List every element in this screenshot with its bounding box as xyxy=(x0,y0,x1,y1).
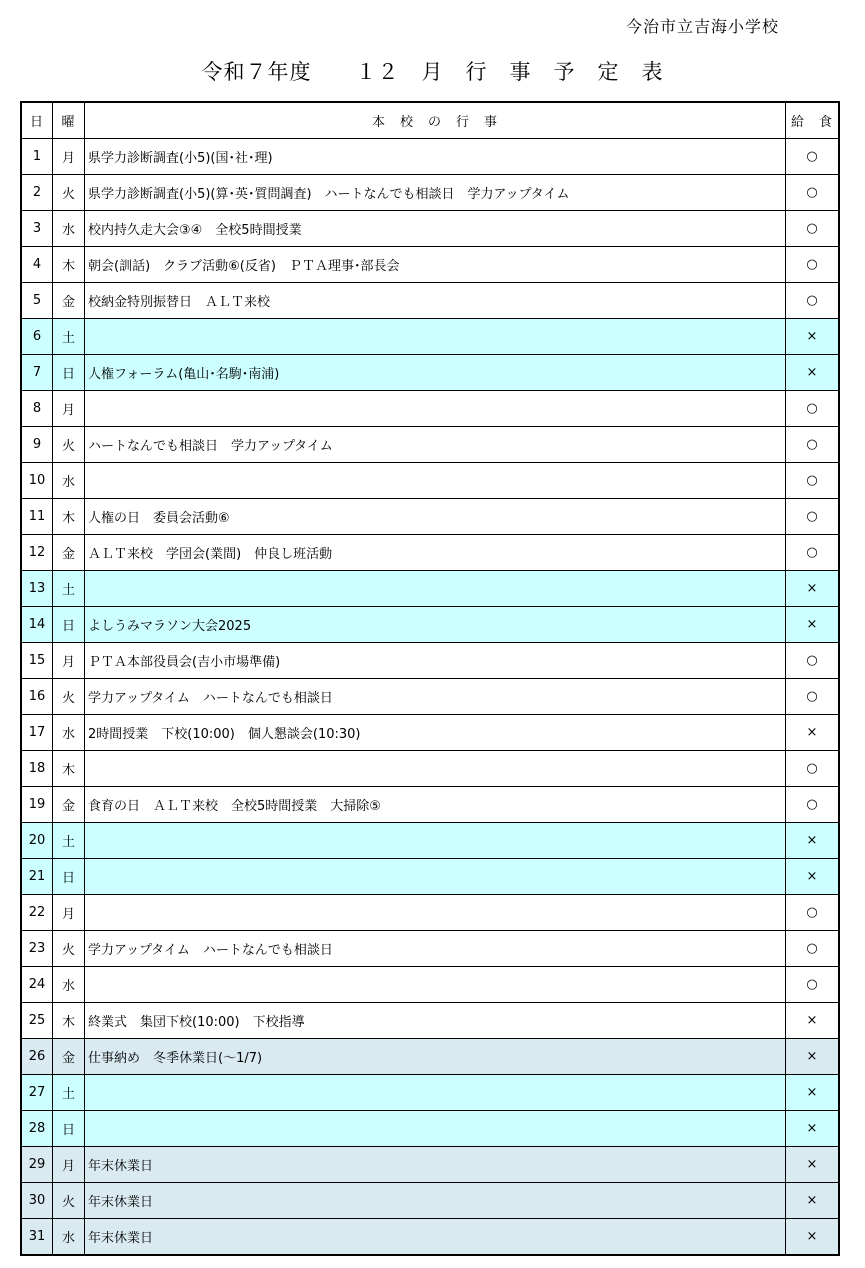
weekday-cell: 月 xyxy=(53,391,85,427)
day-cell: 9 xyxy=(21,427,53,463)
table-row xyxy=(21,1111,839,1147)
events-cell: 年末休業日 xyxy=(85,1219,786,1256)
events-cell: 学力アップタイム ハートなんでも相談日 xyxy=(85,931,786,967)
day-cell: 30 xyxy=(21,1183,53,1219)
table-row xyxy=(21,211,839,247)
lunch-cell: ○ xyxy=(786,283,840,319)
events-cell: 年末休業日 xyxy=(85,1147,786,1183)
lunch-cell: × xyxy=(786,1003,840,1039)
lunch-cell: ○ xyxy=(786,535,840,571)
events-cell: 県学力診断調査(小5)(算･英･質問調査) ハートなんでも相談日 学力アップタイム xyxy=(85,175,786,211)
events-cell: ＡＬＴ来校 学団会(業間) 仲良し班活動 xyxy=(85,535,786,571)
day-cell: 19 xyxy=(21,787,53,823)
day-cell: 13 xyxy=(21,571,53,607)
weekday-cell: 木 xyxy=(53,1003,85,1039)
events-cell: 人権の日 委員会活動⑥ xyxy=(85,499,786,535)
events-cell xyxy=(85,319,786,355)
day-cell: 12 xyxy=(21,535,53,571)
lunch-cell: ○ xyxy=(786,247,840,283)
table-row xyxy=(21,355,839,391)
events-cell xyxy=(85,571,786,607)
weekday-cell: 火 xyxy=(53,931,85,967)
day-cell: 10 xyxy=(21,463,53,499)
table-row xyxy=(21,715,839,751)
day-cell: 16 xyxy=(21,679,53,715)
weekday-cell: 土 xyxy=(53,823,85,859)
day-cell: 3 xyxy=(21,211,53,247)
lunch-cell: ○ xyxy=(786,391,840,427)
day-cell: 26 xyxy=(21,1039,53,1075)
lunch-cell: × xyxy=(786,1147,840,1183)
lunch-cell: ○ xyxy=(786,499,840,535)
weekday-cell: 金 xyxy=(53,283,85,319)
school-name: 今治市立吉海小学校 xyxy=(625,17,779,36)
day-cell: 8 xyxy=(21,391,53,427)
day-cell: 22 xyxy=(21,895,53,931)
day-cell: 20 xyxy=(21,823,53,859)
weekday-cell: 月 xyxy=(53,895,85,931)
table-row xyxy=(21,499,839,535)
weekday-cell: 月 xyxy=(53,643,85,679)
header-row xyxy=(21,102,839,139)
table-row xyxy=(21,319,839,355)
events-cell: 学力アップタイム ハートなんでも相談日 xyxy=(85,679,786,715)
events-cell xyxy=(85,391,786,427)
events-cell: ハートなんでも相談日 学力アップタイム xyxy=(85,427,786,463)
table-row xyxy=(21,643,839,679)
events-cell: 人権フォーラム(亀山･名駒･南浦) xyxy=(85,355,786,391)
day-cell: 2 xyxy=(21,175,53,211)
day-cell: 15 xyxy=(21,643,53,679)
lunch-cell: × xyxy=(786,1183,840,1219)
table-row xyxy=(21,463,839,499)
lunch-cell: ○ xyxy=(786,895,840,931)
day-cell: 7 xyxy=(21,355,53,391)
table-row xyxy=(21,787,839,823)
events-cell xyxy=(85,859,786,895)
lunch-cell: × xyxy=(786,1111,840,1147)
table-row xyxy=(21,571,839,607)
lunch-cell: × xyxy=(786,607,840,643)
table-row xyxy=(21,607,839,643)
header-weekday: 曜 xyxy=(53,102,85,139)
events-cell xyxy=(85,1075,786,1111)
lunch-cell: ○ xyxy=(786,427,840,463)
table-row xyxy=(21,1003,839,1039)
table-row xyxy=(21,1219,839,1256)
events-cell: 校内持久走大会③④ 全校5時間授業 xyxy=(85,211,786,247)
schedule-table xyxy=(20,101,840,1256)
lunch-cell: ○ xyxy=(786,787,840,823)
header-lunch: 給 食 xyxy=(786,102,840,139)
table-row xyxy=(21,751,839,787)
lunch-cell: × xyxy=(786,1219,840,1256)
page-title: 令和７年度 １２ 月 行 事 予 定 表 xyxy=(201,60,664,84)
weekday-cell: 土 xyxy=(53,1075,85,1111)
table-row xyxy=(21,1183,839,1219)
table-row xyxy=(21,247,839,283)
events-cell: 年末休業日 xyxy=(85,1183,786,1219)
lunch-cell: ○ xyxy=(786,643,840,679)
lunch-cell: ○ xyxy=(786,967,840,1003)
day-cell: 23 xyxy=(21,931,53,967)
weekday-cell: 金 xyxy=(53,1039,85,1075)
weekday-cell: 土 xyxy=(53,319,85,355)
lunch-cell: × xyxy=(786,1039,840,1075)
events-cell xyxy=(85,823,786,859)
lunch-cell: ○ xyxy=(786,175,840,211)
day-cell: 5 xyxy=(21,283,53,319)
header-events: 本 校 の 行 事 xyxy=(85,102,786,139)
day-cell: 17 xyxy=(21,715,53,751)
day-cell: 11 xyxy=(21,499,53,535)
events-cell: 2時間授業 下校(10:00) 個人懇談会(10:30) xyxy=(85,715,786,751)
lunch-cell: × xyxy=(786,355,840,391)
weekday-cell: 火 xyxy=(53,427,85,463)
weekday-cell: 水 xyxy=(53,463,85,499)
table-row xyxy=(21,139,839,175)
day-cell: 28 xyxy=(21,1111,53,1147)
events-cell: 朝会(訓話) クラブ活動⑥(反省) ＰＴＡ理事･部長会 xyxy=(85,247,786,283)
lunch-cell: × xyxy=(786,823,840,859)
lunch-cell: ○ xyxy=(786,679,840,715)
lunch-cell: × xyxy=(786,715,840,751)
table-row xyxy=(21,1147,839,1183)
events-cell xyxy=(85,895,786,931)
day-cell: 31 xyxy=(21,1219,53,1256)
table-row xyxy=(21,895,839,931)
table-row xyxy=(21,1075,839,1111)
lunch-cell: ○ xyxy=(786,139,840,175)
lunch-cell: × xyxy=(786,319,840,355)
events-cell: 食育の日 ＡＬＴ来校 全校5時間授業 大掃除⑤ xyxy=(85,787,786,823)
table-row xyxy=(21,175,839,211)
weekday-cell: 月 xyxy=(53,1147,85,1183)
weekday-cell: 水 xyxy=(53,967,85,1003)
events-cell xyxy=(85,1111,786,1147)
weekday-cell: 木 xyxy=(53,751,85,787)
weekday-cell: 木 xyxy=(53,499,85,535)
lunch-cell: ○ xyxy=(786,211,840,247)
events-cell: 仕事納め 冬季休業日(～1/7) xyxy=(85,1039,786,1075)
weekday-cell: 火 xyxy=(53,1183,85,1219)
events-cell xyxy=(85,751,786,787)
weekday-cell: 火 xyxy=(53,679,85,715)
day-cell: 6 xyxy=(21,319,53,355)
weekday-cell: 土 xyxy=(53,571,85,607)
weekday-cell: 水 xyxy=(53,715,85,751)
table-row xyxy=(21,823,839,859)
table-row xyxy=(21,931,839,967)
lunch-cell: × xyxy=(786,1075,840,1111)
table-row xyxy=(21,859,839,895)
weekday-cell: 金 xyxy=(53,535,85,571)
day-cell: 24 xyxy=(21,967,53,1003)
day-cell: 27 xyxy=(21,1075,53,1111)
table-row xyxy=(21,535,839,571)
lunch-cell: ○ xyxy=(786,463,840,499)
day-cell: 18 xyxy=(21,751,53,787)
lunch-cell: × xyxy=(786,571,840,607)
header-day: 日 xyxy=(21,102,53,139)
events-cell xyxy=(85,967,786,1003)
weekday-cell: 日 xyxy=(53,355,85,391)
weekday-cell: 月 xyxy=(53,139,85,175)
table-row xyxy=(21,1039,839,1075)
events-cell: ＰＴＡ本部役員会(吉小市場準備) xyxy=(85,643,786,679)
table-row xyxy=(21,391,839,427)
day-cell: 1 xyxy=(21,139,53,175)
weekday-cell: 木 xyxy=(53,247,85,283)
day-cell: 21 xyxy=(21,859,53,895)
lunch-cell: ○ xyxy=(786,931,840,967)
day-cell: 29 xyxy=(21,1147,53,1183)
table-row xyxy=(21,679,839,715)
day-cell: 4 xyxy=(21,247,53,283)
weekday-cell: 日 xyxy=(53,859,85,895)
events-cell: 終業式 集団下校(10:00) 下校指導 xyxy=(85,1003,786,1039)
weekday-cell: 日 xyxy=(53,1111,85,1147)
day-cell: 14 xyxy=(21,607,53,643)
schedule-body xyxy=(21,139,839,1256)
weekday-cell: 水 xyxy=(53,211,85,247)
weekday-cell: 日 xyxy=(53,607,85,643)
events-cell: よしうみマラソン大会2025 xyxy=(85,607,786,643)
lunch-cell: ○ xyxy=(786,751,840,787)
table-row xyxy=(21,967,839,1003)
table-row xyxy=(21,427,839,463)
weekday-cell: 火 xyxy=(53,175,85,211)
events-cell xyxy=(85,463,786,499)
events-cell: 県学力診断調査(小5)(国･社･理) xyxy=(85,139,786,175)
table-row xyxy=(21,283,839,319)
lunch-cell: × xyxy=(786,859,840,895)
day-cell: 25 xyxy=(21,1003,53,1039)
weekday-cell: 金 xyxy=(53,787,85,823)
weekday-cell: 水 xyxy=(53,1219,85,1256)
events-cell: 校納金特別振替日 ＡＬＴ来校 xyxy=(85,283,786,319)
